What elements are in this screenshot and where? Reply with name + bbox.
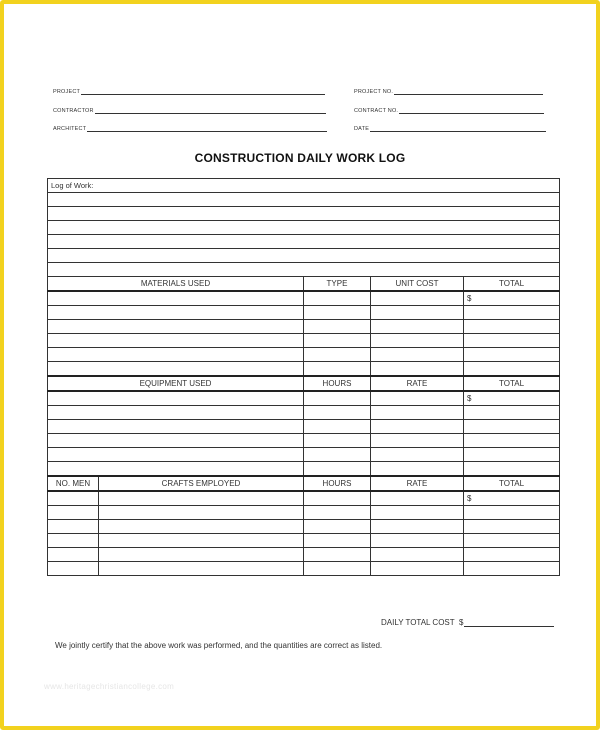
materials-used-header: MATERIALS USED [48, 277, 304, 292]
crafts-employed-header: CRAFTS EMPLOYED [99, 476, 304, 491]
equipment-row[interactable] [48, 420, 560, 434]
date-line [370, 123, 546, 132]
project-label: PROJECT [53, 89, 81, 95]
rate-header: RATE [371, 376, 464, 391]
watermark-text: www.heritagechristiancollege.com [44, 682, 175, 691]
materials-header-row [48, 277, 560, 292]
materials-row[interactable] [48, 306, 560, 320]
equipment-row[interactable] [48, 448, 560, 462]
log-line[interactable] [48, 235, 560, 249]
log-line[interactable] [48, 221, 560, 235]
project-no-label: PROJECT NO. [354, 89, 394, 95]
equipment-row[interactable] [48, 406, 560, 420]
daily-total-cost-field[interactable] [381, 617, 554, 627]
crafts-row[interactable] [48, 534, 560, 548]
log-of-work-row [48, 179, 560, 193]
hours-header: HOURS [304, 376, 371, 391]
crafts-row[interactable] [48, 491, 560, 506]
equipment-row[interactable] [48, 462, 560, 477]
equipment-header-row [48, 376, 560, 391]
log-of-work-label: Log of Work: [48, 179, 560, 193]
project-no-line [394, 86, 543, 95]
materials-total-header: TOTAL [464, 277, 560, 292]
crafts-row[interactable] [48, 520, 560, 534]
dollar-sign: $ [464, 291, 560, 306]
dollar-sign: $ [464, 491, 560, 506]
materials-row[interactable] [48, 334, 560, 348]
crafts-rate-header: RATE [371, 476, 464, 491]
log-line[interactable] [48, 263, 560, 277]
project-field[interactable] [53, 86, 325, 95]
equipment-row[interactable] [48, 391, 560, 406]
architect-label: ARCHITECT [53, 126, 87, 132]
work-log-table [47, 178, 560, 576]
daily-total-cost-label: DAILY TOTAL COST $ [381, 618, 464, 627]
contractor-field[interactable] [53, 105, 326, 114]
architect-field[interactable] [53, 123, 327, 132]
crafts-row[interactable] [48, 548, 560, 562]
project-line [81, 86, 325, 95]
contractor-line [95, 105, 326, 114]
document-title: CONSTRUCTION DAILY WORK LOG [194, 151, 406, 165]
crafts-hours-header: HOURS [304, 476, 371, 491]
materials-row[interactable] [48, 348, 560, 362]
dollar-sign: $ [464, 391, 560, 406]
crafts-total-header: TOTAL [464, 476, 560, 491]
log-line[interactable] [48, 193, 560, 207]
crafts-row[interactable] [48, 562, 560, 576]
log-line[interactable] [48, 249, 560, 263]
contract-no-label: CONTRACT NO. [354, 108, 399, 114]
project-no-field[interactable] [354, 86, 543, 95]
equipment-row[interactable] [48, 434, 560, 448]
crafts-header-row [48, 476, 560, 491]
log-line[interactable] [48, 207, 560, 221]
contract-no-field[interactable] [354, 105, 544, 114]
materials-row[interactable] [48, 362, 560, 377]
type-header: TYPE [304, 277, 371, 292]
daily-total-cost-line [464, 617, 554, 627]
date-field[interactable] [354, 123, 546, 132]
materials-row[interactable] [48, 291, 560, 306]
certification-text: We jointly certify that the above work was performed, and the quantities are correct as listed. [55, 641, 383, 650]
no-men-header: NO. MEN [48, 476, 99, 491]
equipment-used-header: EQUIPMENT USED [48, 376, 304, 391]
equipment-total-header: TOTAL [464, 376, 560, 391]
architect-line [87, 123, 327, 132]
crafts-row[interactable] [48, 506, 560, 520]
contractor-label: CONTRACTOR [53, 108, 94, 114]
contract-no-line [399, 105, 544, 114]
unit-cost-header: UNIT COST [371, 277, 464, 292]
date-label: DATE [354, 126, 370, 132]
materials-row[interactable] [48, 320, 560, 334]
